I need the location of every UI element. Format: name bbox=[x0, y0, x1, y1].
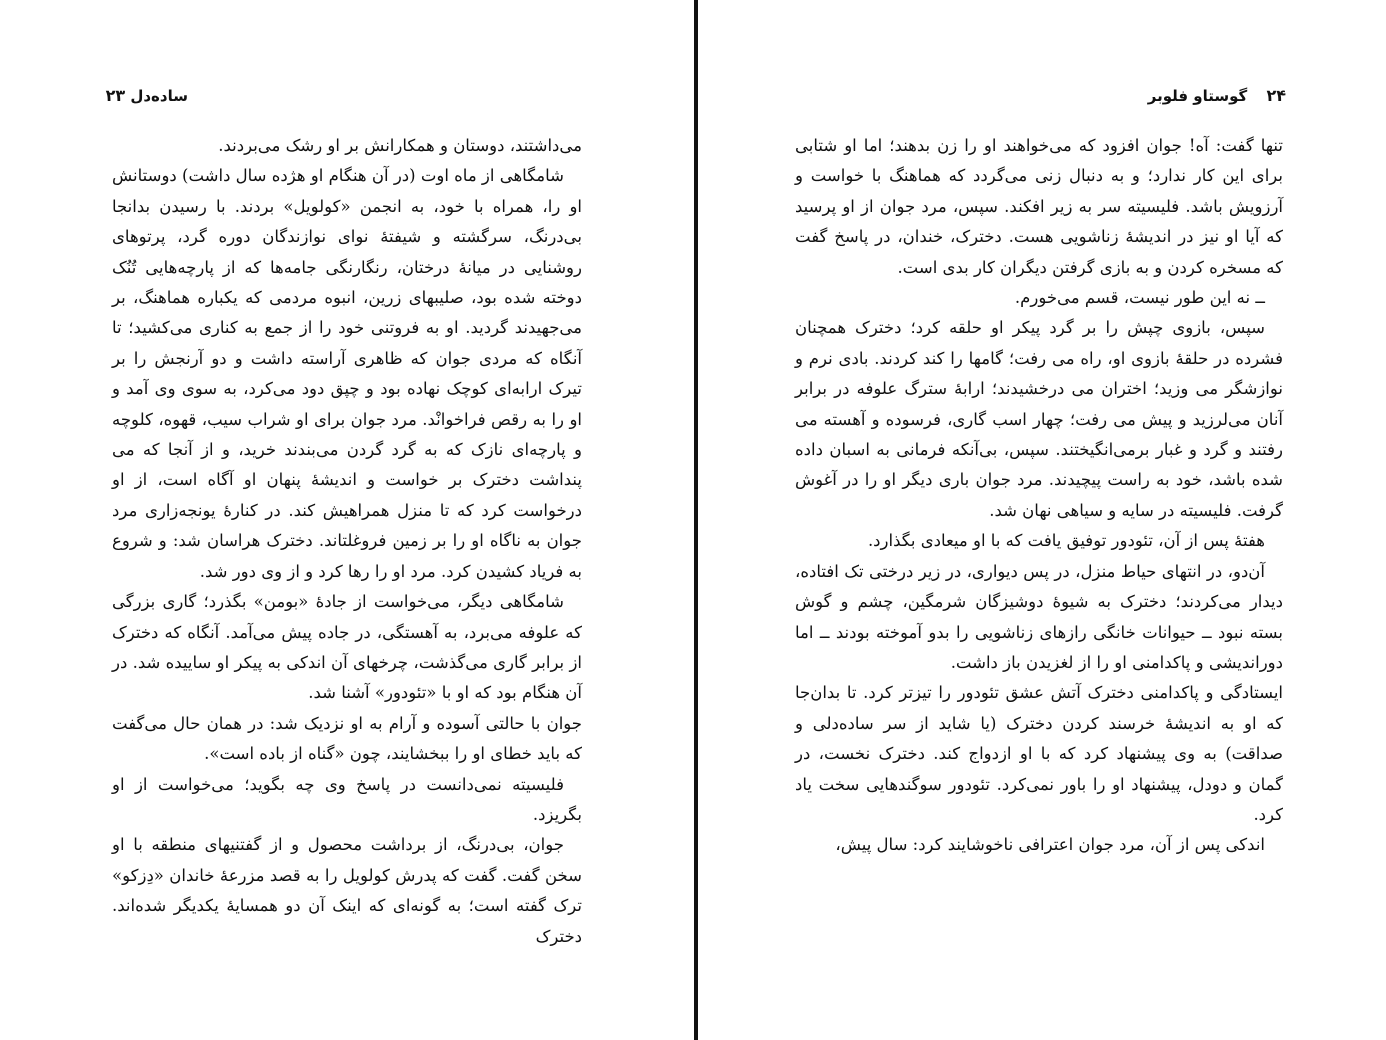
paragraph: آن‌دو، در انتهای حیاط منزل، در پس دیواری، در زیر درختی تک افتاده، دیدار می‌کردند؛ دخترک به شیوهٔ دوشیزگان شرمگین، چشم و گوش بسته نبود ــ حیوانات خانگی رازهای زناشویی را بدو آموخته بودند ــ اما دوراندیشی و پاکدامنی او را از لغزیدن باز داشت. bbox=[795, 561, 1283, 672]
paragraph: ــ نه این طور نیست، قسم می‌خورم. bbox=[1014, 288, 1265, 308]
right-running-title: گوستاو فلوبر bbox=[1147, 87, 1248, 105]
left-running-head bbox=[92, 86, 188, 105]
paragraph: سپس، بازوی چپش را بر گرد پیکر او حلقه کرد؛ دخترک همچنان فشرده در حلقهٔ بازوی او، راه می رفت؛ گامها را کند کردند. بادی نرم و نوازشگر می وزید؛ اختران می درخشیدند؛ ارابهٔ سترگ علوفه در برابر آنان می‌لرزید و پیش می رفت؛ چهار اسب گاری، فرسوده و آهسته می رفتند و گرد و غبار برمی‌انگیختند. سپس، بی‌آنکه فرمانی به اسبان داده شده باشد، خود به راست پیچیدند. مرد جوان باری دیگر او را در آغوش گرفت. فلیسیته در سایه و سیاهی نهان شد. bbox=[795, 318, 1283, 520]
paragraph: فلیسیته نمی‌دانست در پاسخ وی چه بگوید؛ می‌خواست از او بگریزد. bbox=[112, 774, 582, 824]
left-page-number: ۲۳ bbox=[105, 86, 126, 105]
right-page-body bbox=[795, 131, 1283, 861]
paragraph: می‌داشتند، دوستان و همکارانش بر او رشک می‌بردند. bbox=[218, 136, 582, 155]
paragraph: جوان با حالتی آسوده و آرام به او نزدیک شد: در همان حال می‌گفت که باید خطای او را ببخشایند، چون «گناه از باده است». bbox=[112, 713, 582, 764]
paragraph: ایستادگی و پاکدامنی دخترک آتش عشق تئودور را تیزتر کرد. تا بدان‌جا که او به اندیشهٔ خرسند کردن دخترک (یا شاید از سر ساده‌دلی و صداقت) به وی پیشنهاد کرد که با او ازدواج کند. دخترک نخست، در گمان و دودل، پیشنهاد او را باور نمی‌کرد. تئودور سوگندهایی سخت یاد کرد. bbox=[795, 683, 1283, 824]
paragraph: شامگاهی از ماه اوت (در آن هنگام او هژده سال داشت) دوستانش او را، همراه با خود، به انجمن «کولویل» بردند. با رسیدن بدانجا بی‌درنگ، سرگشته و شیفتهٔ نوای نوازندگان دوره گرد، پرتوهای روشنایی در میانهٔ درختان، رنگارنگی جامه‌ها که از پارچه‌هایی تُنُک دوخته شده بود، صلیبهای زرین، انبوه مردمی که یکباره هماهنگ، بر می‌جهیدند گردید. او به فروتنی خود را از جمع به کناری می‌کشید؛ تا آنگاه که مردی جوان که ظاهری آراسته داشت و دو آرنجش را بر تیرک ارابه‌ای کوچک نهاده بود و چپق دود می‌کرد، به سوی وی آمد و او را به رقص فراخوانْد. مرد جوان برای او شراب سیب، قهوه، کلوچه و پارچه‌ای نازک که به گرد گردن می‌بندند خرید، و از آنجا که می پنداشت دخترک بر خواست و اندیشهٔ پنهان او آگاه است، از او درخواست کرد که تا منزل همراهیش کند. در کنارهٔ یونجه‌زاری مرد جوان به ناگاه او را بر زمین فروغلتاند. دخترک هراسان شد: و شروع به فریاد کشیدن کرد. مرد او را رها کرد و از وی دور شد. bbox=[112, 166, 582, 581]
left-running-title: ساده‌دل bbox=[130, 87, 188, 105]
left-page-body bbox=[112, 131, 582, 952]
paragraph: جوان، بی‌درنگ، از برداشت محصول و از گفتنیهای منطقه با او سخن گفت. گفت که پدرش کولویل را به قصد مزرعهٔ خاندان «دِزکو» ترک گفته است؛ به گونه‌ای که اینک آن دو همسایهٔ یکدیگر شده‌اند. دخترک bbox=[112, 835, 582, 946]
right-page-number: ۲۴ bbox=[1266, 86, 1286, 105]
right-running-head bbox=[1148, 86, 1286, 105]
paragraph: تنها گفت: آه! جوان افزود که می‌خواهند او را زن بدهند؛ اما او شتابی برای این کار ندارد؛ و به دنبال زنی می‌گردد که هماهنگ با خواست و آرزویش باشد. فلیسیته سر به زیر افکند. سپس، مرد جوان از او پرسید که آیا او نیز در اندیشهٔ زناشویی هست. دخترک، خندان، در پاسخ گفت که مسخره کردن و به بازی گرفتن دیگران کار بدی است. bbox=[795, 136, 1283, 277]
right-page bbox=[698, 0, 1386, 1040]
paragraph: هفتهٔ پس از آن، تئودور توفیق یافت که با او میعادی بگذارد. bbox=[867, 531, 1265, 551]
paragraph: شامگاهی دیگر، می‌خواست از جادهٔ «بومن» بگذرد؛ گاری بزرگی که علوفه می‌برد، به آهستگی، در جاده پیش می‌آمد. آنگاه که دخترک از برابر گاری می‌گذشت، چرخهای آن اندکی به پیکر او ساییده شد. در آن هنگام بود که او با «تئودور» آشنا شد. bbox=[112, 592, 582, 703]
paragraph: اندکی پس از آن، مرد جوان اعترافی ناخوشایند کرد: سال پیش، bbox=[835, 835, 1265, 855]
